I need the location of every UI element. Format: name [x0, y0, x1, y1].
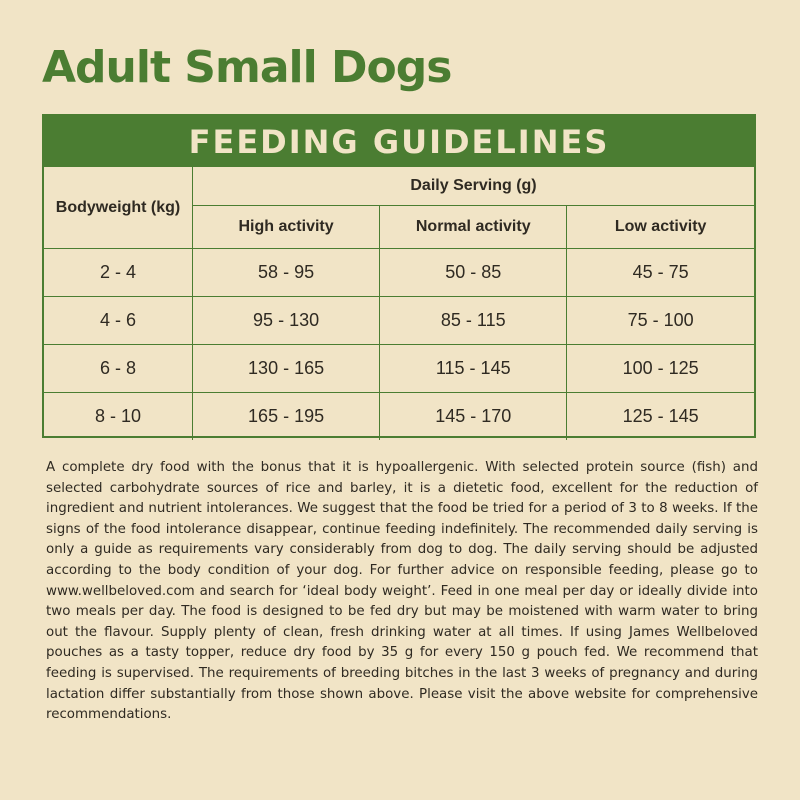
normal-activity-cell: 115 - 145 [380, 345, 567, 393]
low-activity-cell: 45 - 75 [567, 249, 754, 297]
table-banner: FEEDING GUIDELINES [44, 116, 754, 167]
low-activity-cell: 125 - 145 [567, 393, 754, 441]
high-activity-cell: 95 - 130 [193, 297, 380, 345]
feeding-guidelines-table [42, 114, 756, 438]
product-description: A complete dry food with the bonus that it is hypoallergenic. With selected protein source (fish) and selected carbohydrate sources of rice and barley, it is a dietetic food, excellent for the reduction of ingredient and nutrient intolerances. We suggest that the food be tried for a period of 3 to 8 weeks. If the signs of the food intolerance disappear, continue feeding indefinitely. The recommended daily serving is only a guide as requirements vary considerably from dog to dog. The daily serving should be adjusted according to the body condition of your dog. For further advice on responsible feeding, please go to www.wellbeloved.com and search for ‘ideal body weight’. Feed in one meal per day or ideally divide into two meals per day. The food is designed to be fed dry but may be moistened with warm water to bring out the flavour. Supply plenty of clean, fresh drinking water at all times. If using James Wellbeloved pouches as a tasty topper, reduce dry food by 35 g for every 150 g pouch fed. We recommend that feeding is supervised. The requirements of breeding bitches in the last 3 weeks of pregnancy and during lactation differ substantially from those shown above. Please visit the above website for comprehensive recommendations. [46, 460, 758, 723]
normal-activity-cell: 145 - 170 [380, 393, 567, 441]
bodyweight-header: Bodyweight (kg) [44, 167, 193, 249]
normal-activity-cell: 85 - 115 [380, 297, 567, 345]
normal-activity-header: Normal activity [380, 206, 567, 249]
low-activity-cell: 75 - 100 [567, 297, 754, 345]
low-activity-header: Low activity [567, 206, 754, 249]
table-row [44, 249, 754, 297]
high-activity-cell: 58 - 95 [193, 249, 380, 297]
normal-activity-cell: 50 - 85 [380, 249, 567, 297]
high-activity-cell: 165 - 195 [193, 393, 380, 441]
daily-serving-header: Daily Serving (g) [193, 167, 755, 206]
bodyweight-cell: 4 - 6 [44, 297, 193, 345]
table-row [44, 297, 754, 345]
page-title: Adult Small Dogs [42, 42, 452, 93]
high-activity-header: High activity [193, 206, 380, 249]
high-activity-cell: 130 - 165 [193, 345, 380, 393]
table-row [44, 393, 754, 441]
table-header-row [44, 167, 754, 206]
feeding-table-grid [44, 167, 754, 440]
table-row [44, 345, 754, 393]
bodyweight-cell: 8 - 10 [44, 393, 193, 441]
low-activity-cell: 100 - 125 [567, 345, 754, 393]
bodyweight-cell: 6 - 8 [44, 345, 193, 393]
bodyweight-cell: 2 - 4 [44, 249, 193, 297]
